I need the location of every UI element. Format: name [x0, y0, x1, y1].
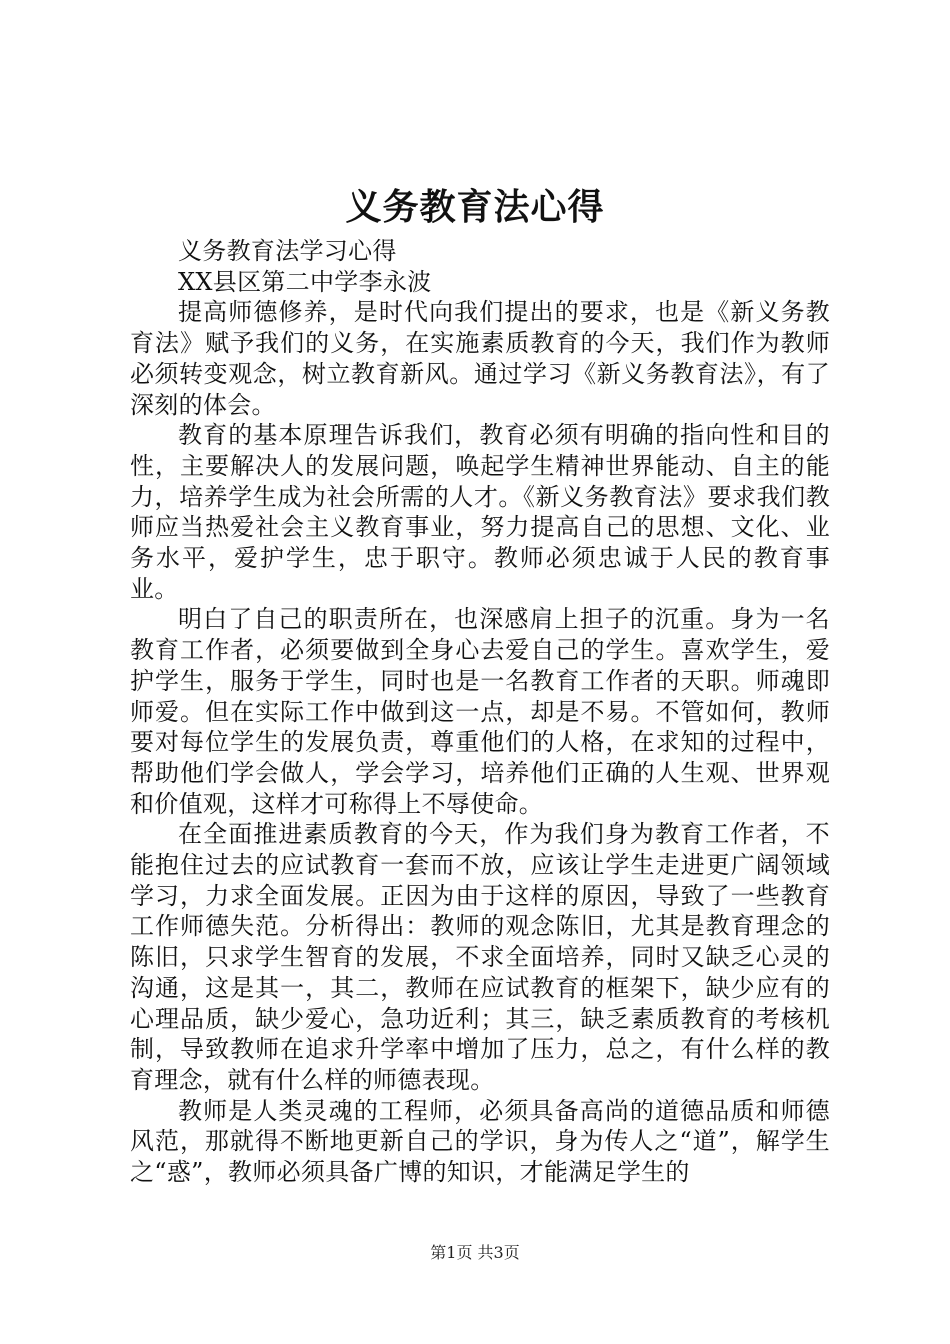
document-body — [130, 236, 830, 1188]
paragraph-4: 在全面推进素质教育的今天，作为我们身为教育工作者，不能抱住过去的应试教育一套而不放，应该让学生走进更广阔领域学习，力求全面发展。正因为由于这样的原因，导致了一些教育工作师德失范。分析得出：教师的观念陈旧，尤其是教育理念的陈旧，只求学生智育的发展，不求全面培养，同时又缺乏心灵的沟通，这是其一，其二，教师在应试教育的框架下，缺少应有的心理品质，缺少爱心，急功近利；其三，缺乏素质教育的考核机制，导致教师在追求升学率中增加了压力，总之，有什么样的教育理念，就有什么样的师德表现。 — [130, 820, 830, 1094]
author-line: XX县区第二中学李永波 — [178, 267, 432, 296]
paragraph-5: 教师是人类灵魂的工程师，必须具备高尚的道德品质和师德风范，那就得不断地更新自己的学识，身为传人之“道”，解学生之“惑”，教师必须具备广博的知识，才能满足学生的 — [130, 1096, 830, 1187]
page-number-footer: 第1页 共3页 — [430, 1243, 520, 1262]
paragraph-2: 教育的基本原理告诉我们，教育必须有明确的指向性和目的性，主要解决人的发展问题，唤起学生精神世界能动、自主的能力，培养学生成为社会所需的人才。《新义务教育法》要求我们教师应当热爱社会主义教育事业，努力提高自己的思想、文化、业务水平，爱护学生，忠于职守。教师必须忠诚于人民的教育事业。 — [130, 421, 830, 603]
paragraph-3: 明白了自己的职责所在，也深感肩上担子的沉重。身为一名教育工作者，必须要做到全身心去爱自己的学生。喜欢学生，爱护学生，服务于学生，同时也是一名教育工作者的天职。师魂即师爱。但在实际工作中做到这一点，却是不易。不管如何，教师要对每位学生的发展负责，尊重他们的人格，在求知的过程中，帮助他们学会做人，学会学习，培养他们正确的人生观、世界观和价值观，这样才可称得上不辱使命。 — [130, 605, 830, 818]
subtitle-line: 义务教育法学习心得 — [178, 237, 397, 265]
paragraph-1: 提高师德修养，是时代向我们提出的要求，也是《新义务教育法》赋予我们的义务，在实施素质教育的今天，我们作为教师必须转变观念，树立教育新风。通过学习《新义务教育法》，有了深刻的体会。 — [130, 298, 830, 419]
document-title: 义务教育法心得 — [345, 186, 605, 228]
